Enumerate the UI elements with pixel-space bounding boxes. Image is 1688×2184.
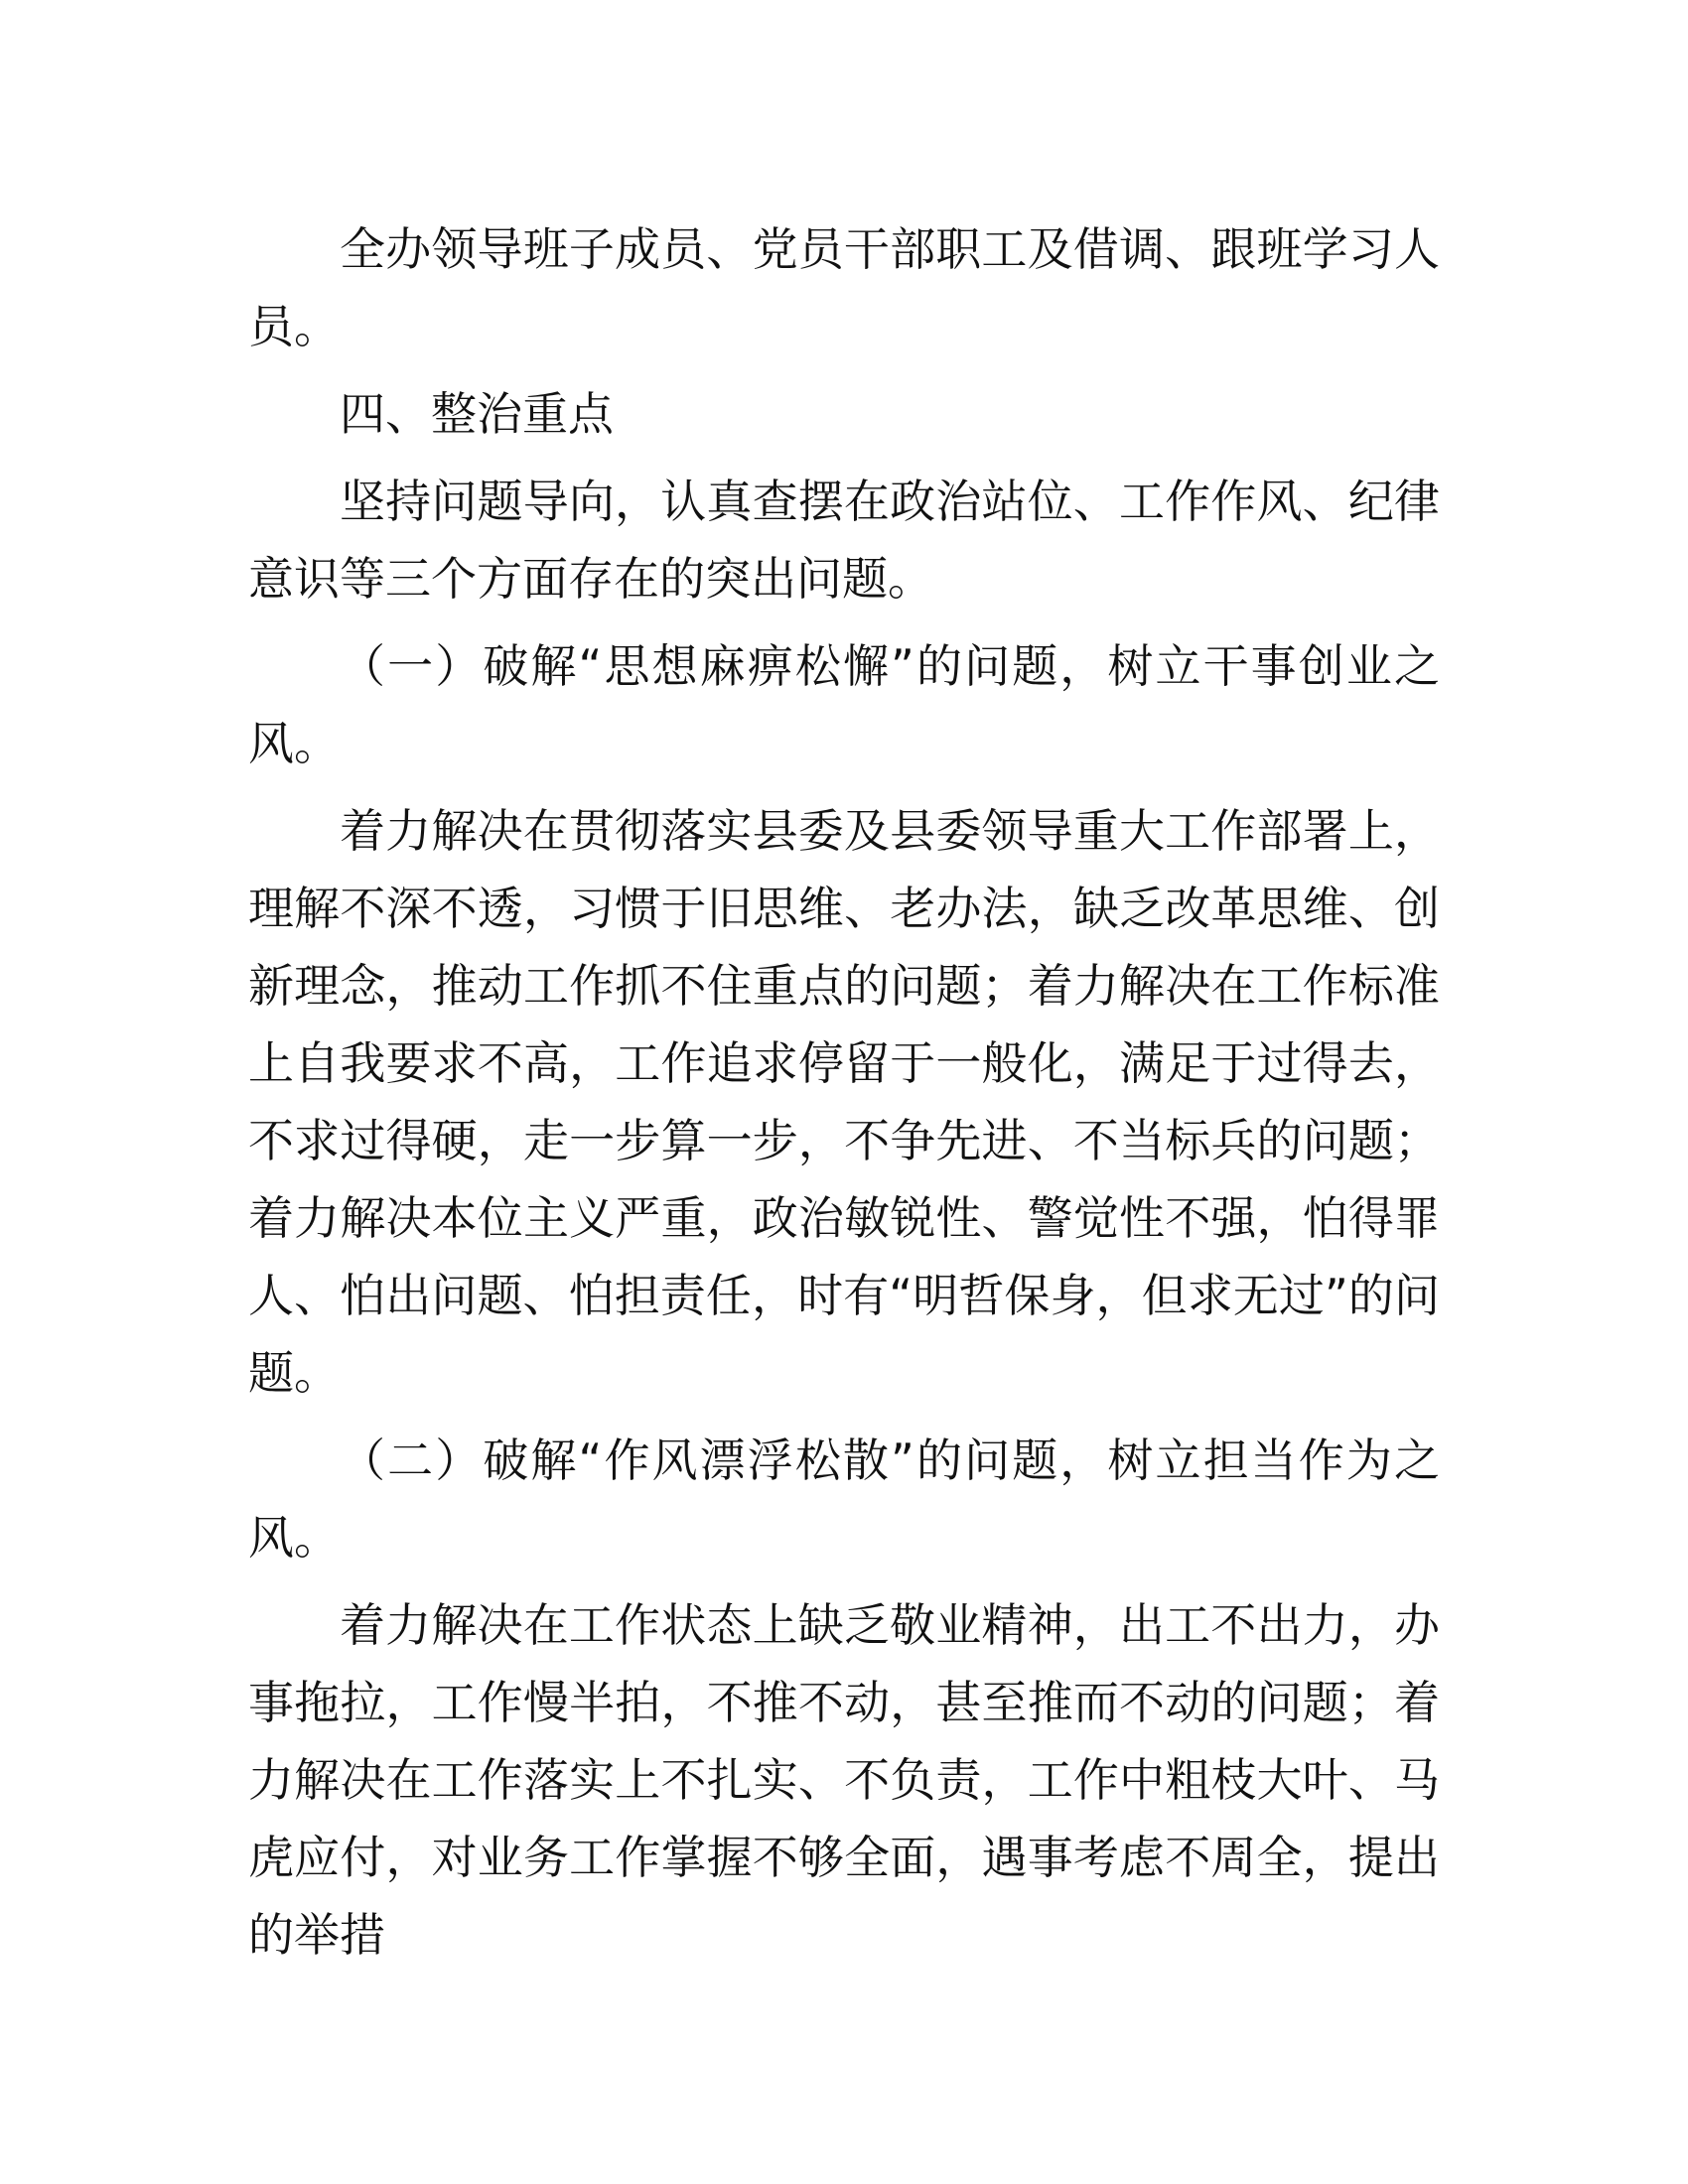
section-heading: 四、整治重点 (340, 387, 614, 441)
document-body (248, 210, 1440, 1983)
paragraph-body-2: 着力解决在工作状态上缺乏敬业精神，出工不出力，办事拖拉，工作慢半拍，不推不动，甚至推而不动的问题；着力解决在工作落实上不扎实、不负责，工作中粗枝大叶、马虎应付，对业务工作掌握不够全面，遇事考虑不周全，提出的举措 (248, 1598, 1440, 1962)
paragraph-scope: 全办领导班子成员、党员干部职工及借调、跟班学习人员。 (248, 222, 1440, 353)
paragraph-body-1: 着力解决在贯彻落实县委及县委领导重大工作部署上，理解不深不透，习惯于旧思维、老办法，缺乏改革思维、创新理念，推动工作抓不住重点的问题；着力解决在工作标准上自我要求不高，工作追求停留于一般化，满足于过得去，不求过得硬，走一步算一步，不争先进、不当标兵的问题；着力解决本位主义严重，政治敏锐性、警觉性不强，怕得罪人、怕出问题、怕担责任，时有“明哲保身，但求无过”的问题。 (248, 804, 1440, 1400)
subsection-heading-1: （一）破解“思想麻痹松懈”的问题，树立干事创业之风。 (248, 639, 1440, 770)
subsection-heading-2: （二）破解“作风漂浮松散”的问题，树立担当作为之风。 (248, 1433, 1440, 1565)
paragraph-intro: 坚持问题导向，认真查摆在政治站位、工作作风、纪律意识等三个方面存在的突出问题。 (248, 475, 1440, 606)
